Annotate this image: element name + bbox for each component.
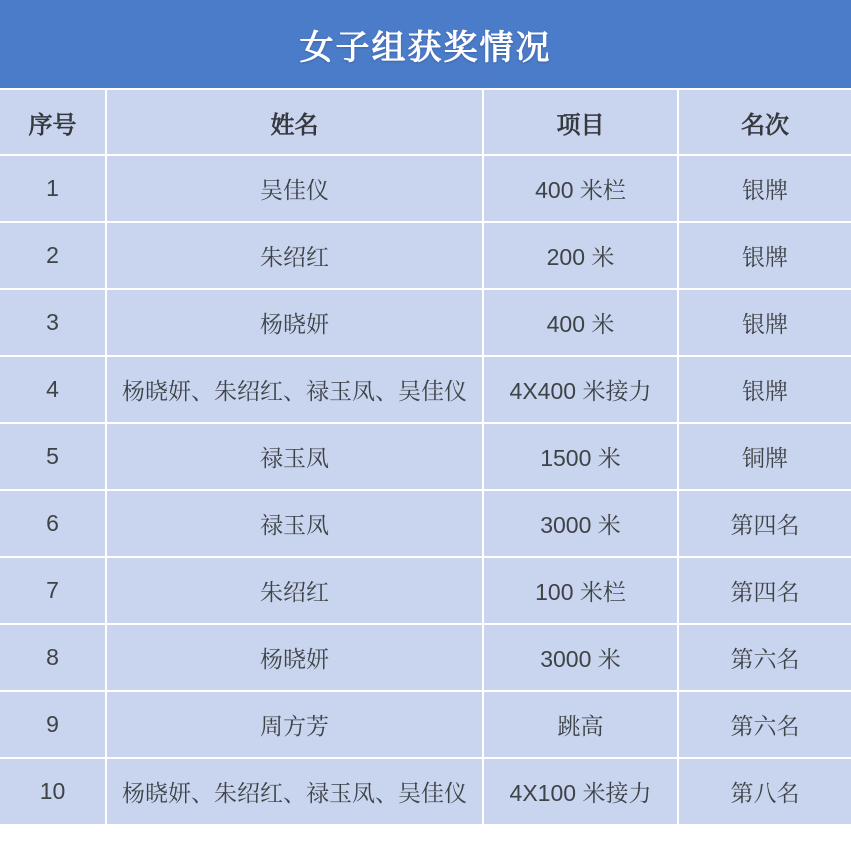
cell-number: 8 [0,624,106,691]
column-header-event: 项目 [483,90,678,155]
column-header-name: 姓名 [106,90,483,155]
page-title: 女子组获奖情况 [299,28,552,67]
table-row [0,624,851,691]
cell-rank: 银牌 [678,289,851,356]
cell-name: 朱绍红 [106,557,483,624]
table-row [0,222,851,289]
cell-rank: 银牌 [678,155,851,222]
cell-rank: 银牌 [678,356,851,423]
cell-number: 1 [0,155,106,222]
cell-number: 5 [0,423,106,490]
cell-rank: 第四名 [678,557,851,624]
cell-name: 杨晓妍 [106,624,483,691]
table-row [0,155,851,222]
cell-rank: 第八名 [678,758,851,824]
cell-number: 7 [0,557,106,624]
cell-number: 3 [0,289,106,356]
column-header-number: 序号 [0,90,106,155]
cell-name: 杨晓妍、朱绍红、禄玉凤、吴佳仪 [106,758,483,824]
cell-event: 3000 米 [483,490,678,557]
column-header-rank: 名次 [678,90,851,155]
cell-event: 100 米栏 [483,557,678,624]
cell-event: 200 米 [483,222,678,289]
cell-event: 400 米 [483,289,678,356]
table-row [0,691,851,758]
cell-name: 杨晓妍、朱绍红、禄玉凤、吴佳仪 [106,356,483,423]
table-row [0,758,851,824]
cell-rank: 第四名 [678,490,851,557]
cell-name: 杨晓妍 [106,289,483,356]
cell-number: 6 [0,490,106,557]
cell-event: 400 米栏 [483,155,678,222]
cell-rank: 第六名 [678,691,851,758]
cell-name: 禄玉凤 [106,423,483,490]
table-row [0,423,851,490]
cell-number: 2 [0,222,106,289]
awards-table [0,90,851,824]
cell-event: 跳高 [483,691,678,758]
table-row [0,557,851,624]
table-row [0,289,851,356]
cell-number: 10 [0,758,106,824]
table-body [0,155,851,824]
cell-rank: 第六名 [678,624,851,691]
cell-name: 吴佳仪 [106,155,483,222]
cell-event: 4X100 米接力 [483,758,678,824]
table-row [0,356,851,423]
title-bar [0,0,851,88]
table-header [0,90,851,155]
cell-event: 3000 米 [483,624,678,691]
cell-rank: 铜牌 [678,423,851,490]
header-row [0,90,851,155]
cell-name: 朱绍红 [106,222,483,289]
cell-name: 禄玉凤 [106,490,483,557]
cell-rank: 银牌 [678,222,851,289]
cell-number: 9 [0,691,106,758]
cell-number: 4 [0,356,106,423]
table-row [0,490,851,557]
cell-event: 1500 米 [483,423,678,490]
cell-event: 4X400 米接力 [483,356,678,423]
cell-name: 周方芳 [106,691,483,758]
